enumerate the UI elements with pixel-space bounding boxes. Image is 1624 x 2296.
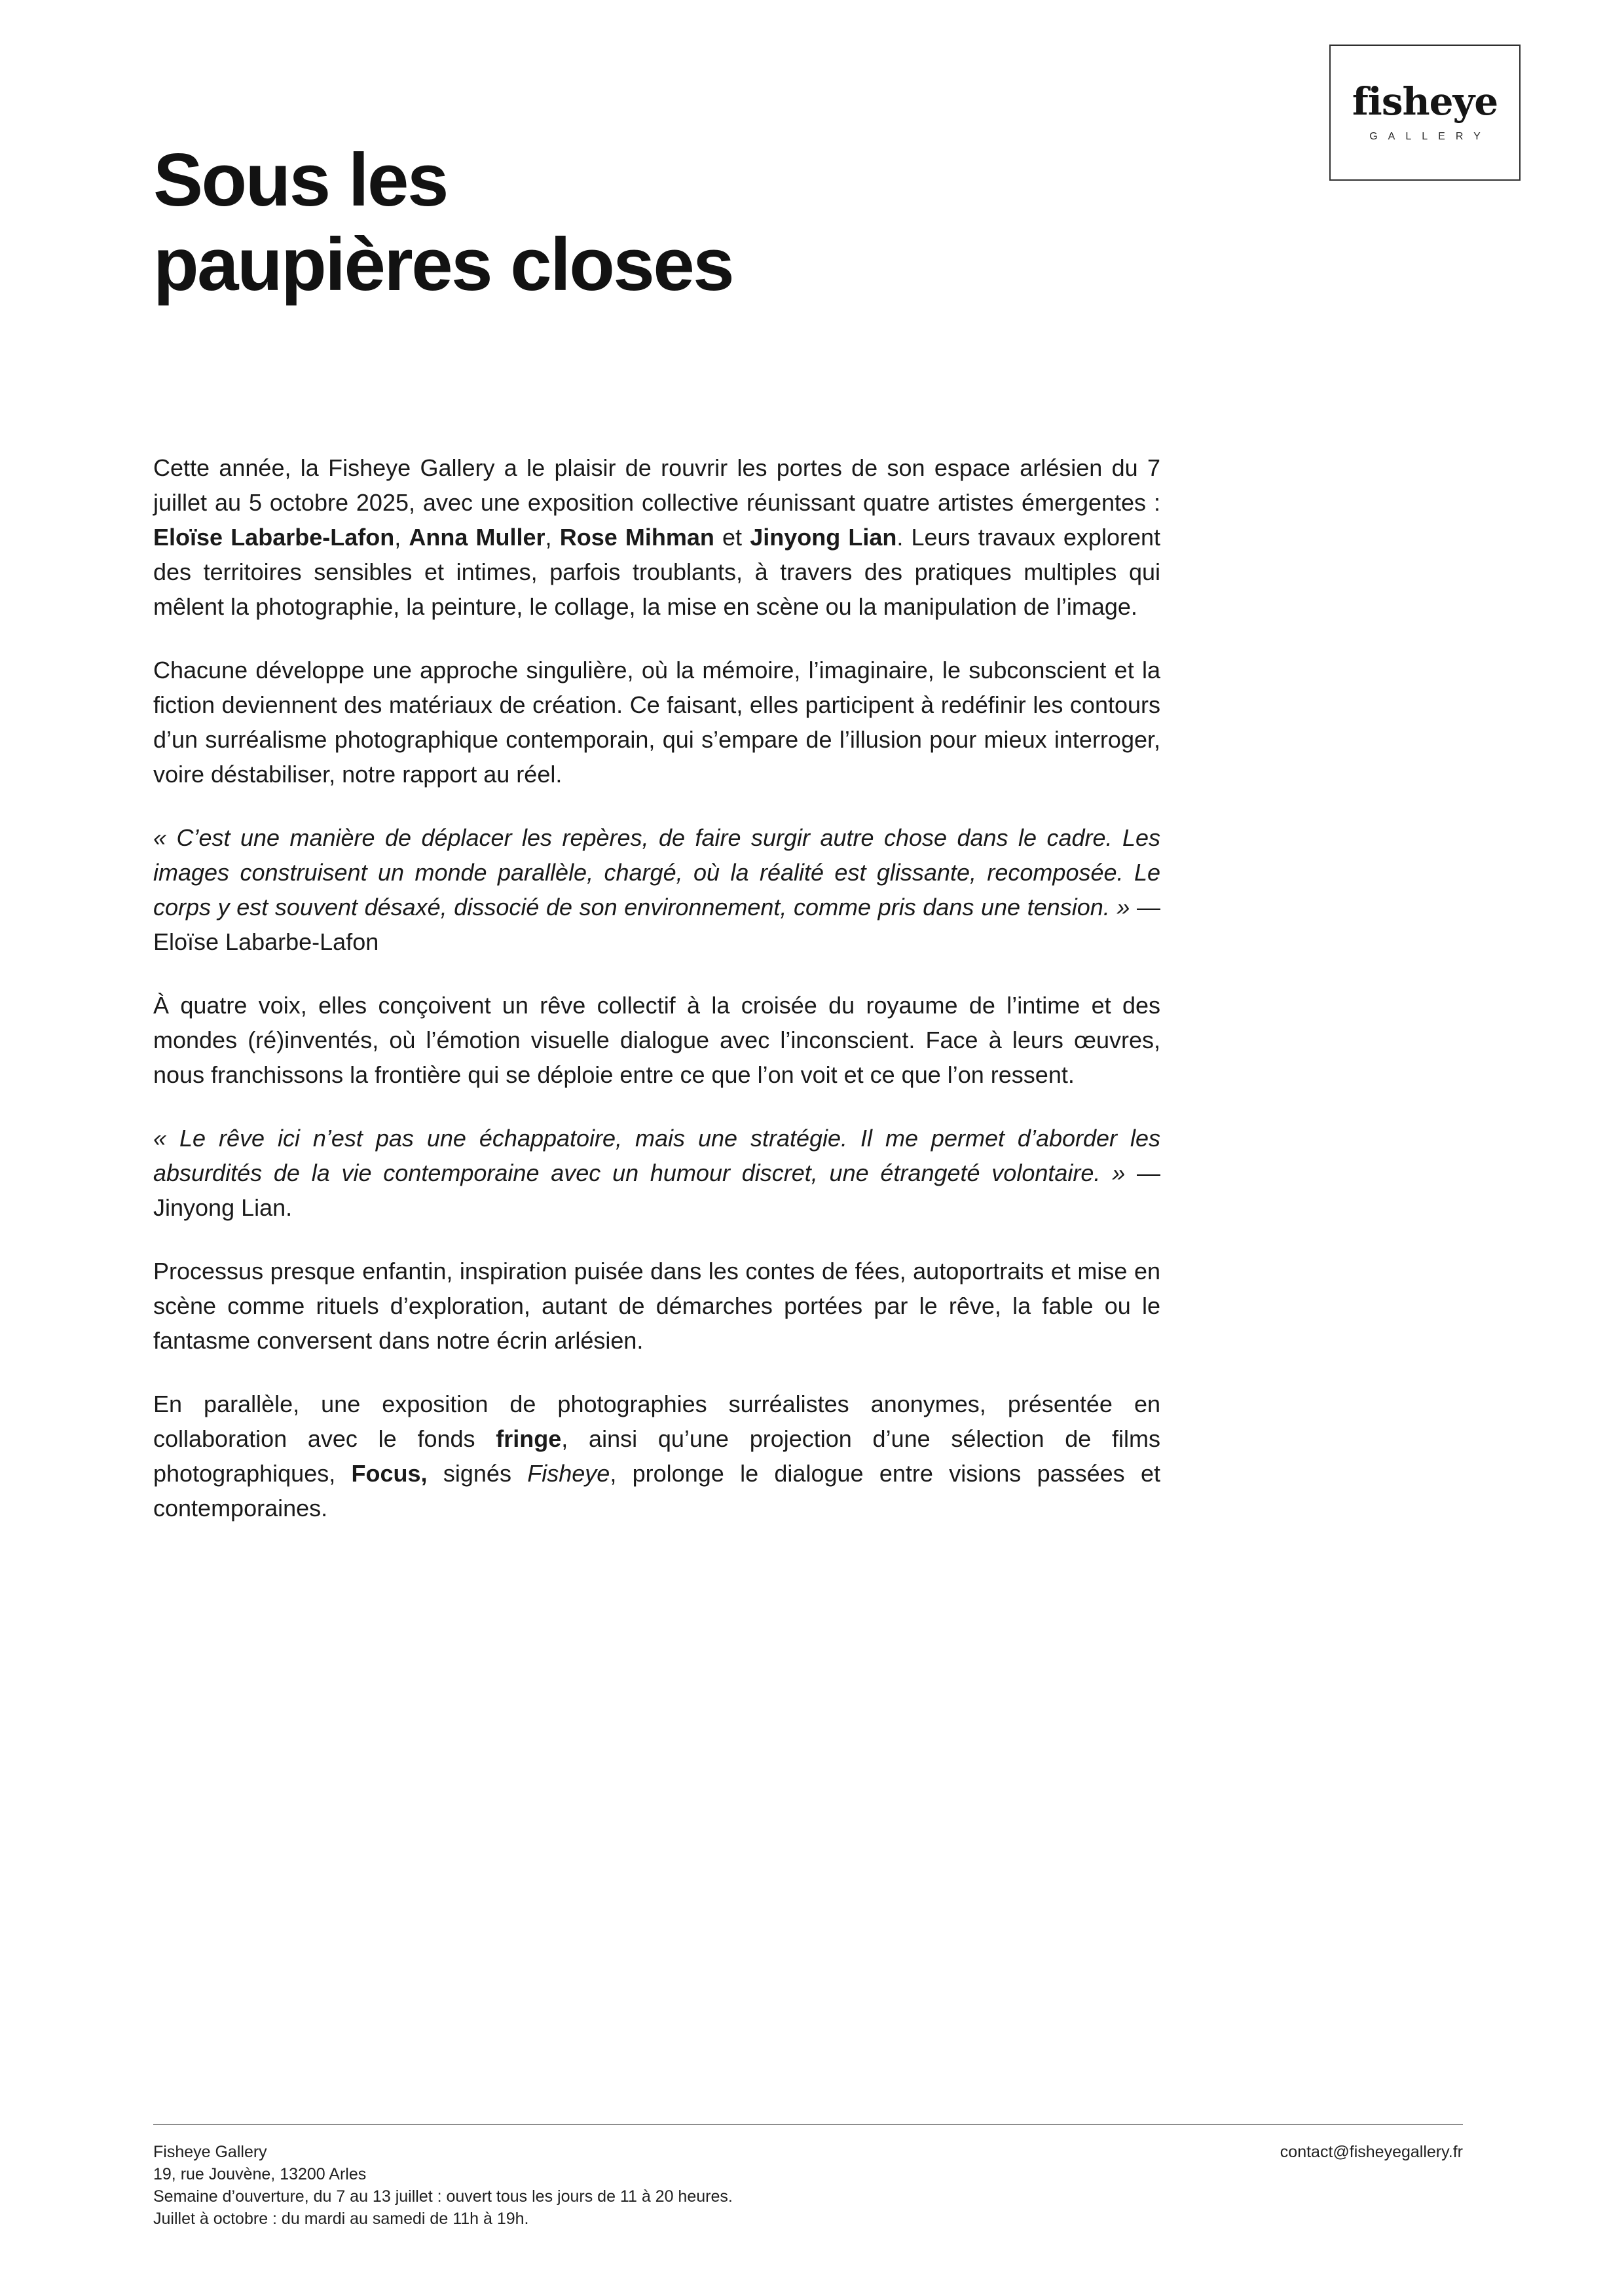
footer-address: 19, rue Jouvène, 13200 Arles	[153, 2165, 367, 2183]
footer	[153, 2124, 1463, 2230]
text-run: — Jinyong Lian.	[153, 1159, 1160, 1221]
body-paragraph	[153, 450, 1160, 624]
page-title-line-1: Sous les	[153, 139, 447, 222]
body-paragraphs	[153, 450, 1160, 1554]
text-run: Rose Mihman	[559, 524, 714, 551]
text-run: « C’est une manière de déplacer les repères, de faire surgir autre chose dans le cadre. Les images construisent un monde parallèle, chargé, où la réalité est glissante, recomposée. Le corps y est souvent désaxé, dissocié de son environnement, comme pris dans une tension. »	[153, 824, 1160, 920]
footer-divider	[153, 2124, 1463, 2125]
body-paragraph	[153, 988, 1160, 1092]
text-run: — Eloïse Labarbe-Lafon	[153, 894, 1160, 955]
body-paragraph	[153, 1254, 1160, 1358]
fisheye-gallery-logo	[1329, 45, 1521, 181]
text-run: ,	[545, 524, 560, 551]
quote-paragraph	[153, 820, 1160, 959]
text-run: En parallèle, une exposition de photographies surréalistes anonymes, présentée en collaboration avec le fonds	[153, 1391, 1160, 1452]
text-run: et	[714, 524, 750, 551]
text-run: Focus,	[351, 1460, 428, 1487]
footer-hours-season: Juillet à octobre : du mardi au samedi de 11h à 19h.	[153, 2210, 529, 2228]
text-run: Cette année, la Fisheye Gallery a le plaisir de rouvrir les portes de son espace arlésien du 7 juillet au 5 octobre 2025, avec une exposition collective réunissant quatre artistes émergentes :	[153, 454, 1160, 516]
footer-email[interactable]: contact@fisheyegallery.fr	[1280, 2143, 1463, 2161]
text-run: fringe	[496, 1425, 562, 1452]
footer-info	[153, 2141, 733, 2230]
text-run: signés	[427, 1460, 528, 1487]
text-run: , prolonge le dialogue entre visions passées et contemporaines.	[153, 1460, 1160, 1522]
text-run: Eloïse Labarbe-Lafon	[153, 524, 395, 551]
text-run: Anna Muller	[409, 524, 545, 551]
page-title	[153, 139, 733, 308]
text-run: À quatre voix, elles conçoivent un rêve collectif à la croisée du royaume de l’intime et des mondes (ré)inventés, où l’émotion visuelle dialogue avec l’inconscient. Face à leurs œuvres, nous franchissons la frontière qui se déploie entre ce que l’on voit et ce que l’on ressent.	[153, 992, 1160, 1088]
text-run: , ainsi qu’une projection d’une sélection de films photographiques,	[153, 1425, 1160, 1487]
footer-gallery-name: Fisheye Gallery	[153, 2143, 267, 2161]
text-run: « Le rêve ici n’est pas une échappatoire, mais une stratégie. Il me permet d’aborder les absurdités de la vie contemporaine avec un humour discret, une étrangeté volontaire. »	[153, 1125, 1160, 1186]
text-run: Jinyong Lian	[750, 524, 897, 551]
text-run: ,	[394, 524, 409, 551]
footer-hours-week: Semaine d’ouverture, du 7 au 13 juillet : ouvert tous les jours de 11 à 20 heures.	[153, 2187, 733, 2206]
body-paragraph	[153, 653, 1160, 792]
page-title-line-2: paupières closes	[153, 223, 733, 306]
text-run: Chacune développe une approche singulière, où la mémoire, l’imaginaire, le subconscient et la fiction deviennent des matériaux de création. Ce faisant, elles participent à redéfinir les contours d’un surréalisme photographique contemporain, qui s’empare de l’illusion pour mieux interroger, voire déstabiliser, notre rapport au réel.	[153, 657, 1160, 788]
quote-paragraph	[153, 1121, 1160, 1225]
text-run: . Leurs travaux explorent des territoires sensibles et intimes, parfois troublants, à travers des pratiques multiples qui mêlent la photographie, la peinture, le collage, la mise en scène ou la manipulation de l’image.	[153, 524, 1160, 620]
logo-subtitle: GALLERY	[1369, 131, 1491, 142]
body-paragraph	[153, 1387, 1160, 1525]
footer-row	[153, 2141, 1463, 2230]
logo-wordmark: fisheye	[1352, 79, 1498, 124]
text-run: Processus presque enfantin, inspiration puisée dans les contes de fées, autoportraits et mise en scène comme rituels d’exploration, autant de démarches portées par le rêve, la fable ou le fantasme conversent dans notre écrin arlésien.	[153, 1258, 1160, 1354]
text-run: Fisheye	[527, 1460, 610, 1487]
